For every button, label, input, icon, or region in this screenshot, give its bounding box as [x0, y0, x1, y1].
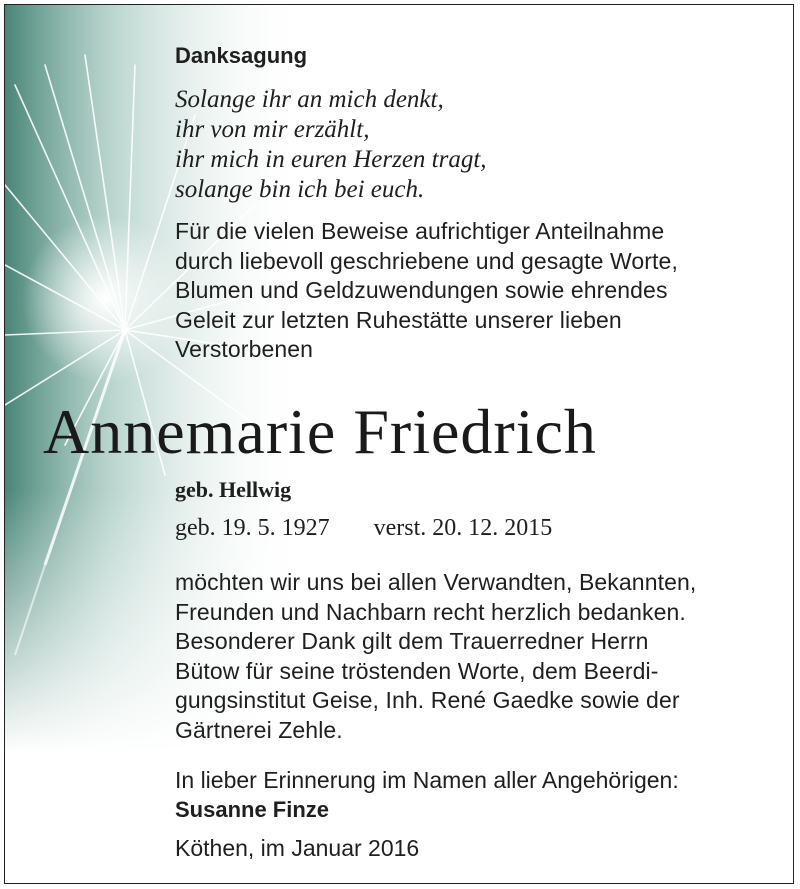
deceased-name: Annemarie Friedrich — [43, 396, 597, 467]
poem-line: Solange ihr an mich denkt, — [175, 86, 444, 113]
maiden-name: geb. Hellwig — [175, 477, 292, 502]
intro-line: Verstorbenen — [175, 336, 314, 362]
death-date: verst. 20. 12. 2015 — [373, 515, 553, 541]
intro-line: Für die vielen Beweise aufrichtiger Anteilnahme — [175, 218, 665, 244]
intro-line: durch liebevoll geschriebene und gesagte Worte, — [175, 247, 678, 274]
poem-line: ihr mich in euren Herzen tragt, — [175, 146, 487, 173]
poem-line: ihr von mir erzählt, — [175, 116, 370, 143]
signer-name: Susanne Finze — [175, 797, 330, 822]
place-date: Köthen, im Januar 2016 — [175, 835, 420, 861]
poem-line: solange bin ich bei euch. — [175, 176, 425, 203]
closing-line: In lieber Erinnerung im Namen aller Angehörigen: — [175, 767, 679, 793]
life-dates — [175, 515, 552, 542]
thanks-line: Besonderer Dank gilt dem Trauerredner Herrn — [175, 628, 649, 654]
thanks-line: Gärtnerei Zehle. — [175, 716, 343, 743]
thanks-paragraph — [175, 568, 696, 745]
poem — [175, 85, 487, 205]
thanks-line: gungsinstitut Geise, Inh. René Gaedke sowie der — [175, 687, 680, 713]
heading: Danksagung — [175, 43, 308, 68]
obituary-card — [4, 4, 794, 884]
thanks-line: möchten wir uns bei allen Verwandten, Bekannten, — [175, 569, 697, 595]
intro-line: Blumen und Geldzuwendungen sowie ehrendes — [175, 277, 668, 303]
thanks-line: Freunden und Nachbarn recht herzlich bedanken. — [175, 598, 686, 625]
thanks-line: Bütow für seine tröstenden Worte, dem Beerdi- — [175, 657, 659, 684]
intro-line: Geleit zur letzten Ruhestätte unserer lieben — [175, 306, 622, 333]
intro-paragraph — [175, 217, 678, 365]
birth-date: geb. 19. 5. 1927 — [175, 515, 330, 541]
